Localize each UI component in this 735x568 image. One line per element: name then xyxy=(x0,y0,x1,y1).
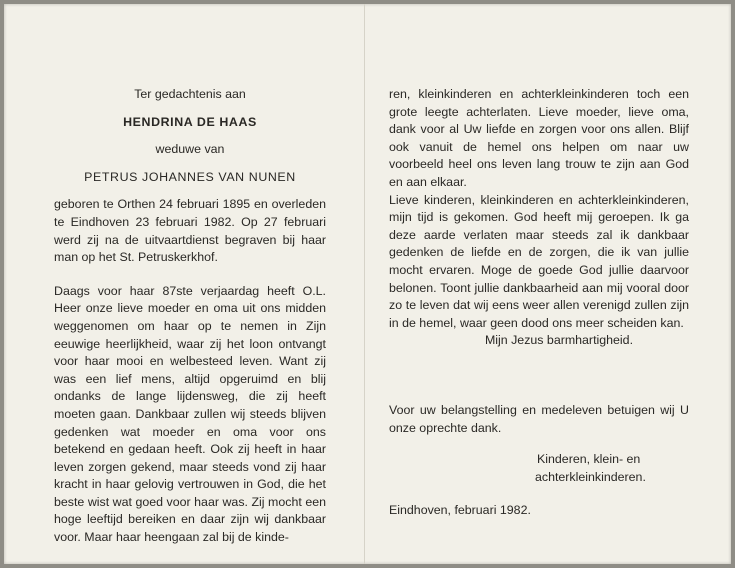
signature-line-1: Kinderen, klein- en xyxy=(537,452,641,467)
thanks-text: Voor uw belangstelling en medeleven betuigen wij U onze oprechte dank. xyxy=(389,402,689,435)
place-date: Eindhoven, februari 1982. xyxy=(389,503,531,518)
left-panel xyxy=(54,86,326,547)
intro-line: Ter gedachtenis aan xyxy=(134,87,246,101)
spouse-name: PETRUS JOHANNES VAN NUNEN xyxy=(84,169,296,184)
memorial-text-right-1: ren, kleinkinderen en achterkleinkinderen toch een grote leegte achterlaten. Lieve moeder, lieve oma, dank voor al Uw liefde en zorgen voor ons allen. Blijf ook vanuit de hemel ons helpen om naar uw voorbeeld heel ons leven lang trouw te zijn aan God en aan elkaar. xyxy=(389,87,689,189)
life-dates: geboren te Orthen 24 februari 1895 en overleden te Eindhoven 23 februari 1982. Op 27 februari werd zij na de uitvaartdienst begraven bij haar man op het St. Petruskerkhof. xyxy=(54,197,326,265)
prayer-line: Mijn Jezus barmhartigheid. xyxy=(484,333,634,348)
signature-line-2: achterkleinkinderen. xyxy=(535,469,646,484)
memorial-text-right-2: Lieve kinderen, kleinkinderen en achterkleinkinderen, mijn tijd is gekomen. God heeft mij geroepen. Ik ga deze aarde verlaten maar steeds zal ik dankbaar gedenken de liefde en de zorgen, die ik van jullie mocht ervaren. Moge de goede God jullie daarvoor belonen. Toont jullie dankbaarheid aan mij vooral door zo te leven dat wij eens weer allen verenigd zullen zijn in de hemel, waar geen dood ons meer scheiden kan. xyxy=(389,192,689,330)
relation-line: weduwe van xyxy=(155,142,225,157)
memorial-text-left: Daags voor haar 87ste verjaardag heeft O.L. Heer onze lieve moeder en oma uit ons midden weggenomen om haar op te nemen in Zijn eeuwige heerlijkheid, waar zij het loon ontvangt voor haar mooi en welbesteed leven. Want zij was een lief mens, altijd opgeruimd en blij ondanks de lange lijdensweg, die zij heeft moeten gaan. Dankbaar zullen wij steeds blijven gedenken wat moeder en oma voor ons betekend en gedaan heeft. Ook zij heeft in haar leven zorgen gekend, maar steeds vond zij haar kracht in haar gelovig vertrouwen in God, die het beste wist wat goed voor haar was. Zij mocht een hoge leeftijd bereiken en daar zijn wij dankbaar voor. Maar haar heengaan zal bij de kinde- xyxy=(54,283,326,545)
card-fold xyxy=(364,4,365,564)
deceased-name: HENDRINA DE HAAS xyxy=(123,114,257,129)
right-panel xyxy=(389,86,689,520)
